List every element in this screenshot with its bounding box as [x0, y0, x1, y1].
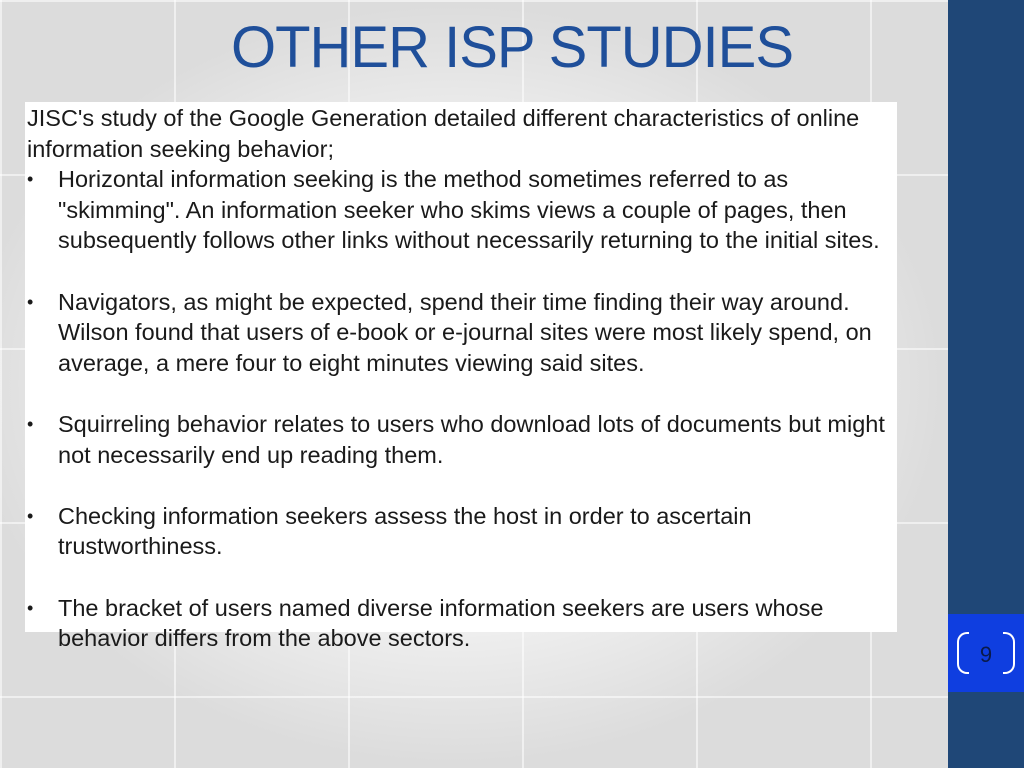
- bullet-icon: •: [27, 291, 34, 312]
- right-brace-icon: [1003, 632, 1015, 674]
- bullet-icon: •: [27, 597, 34, 618]
- page-number-box: [948, 614, 1024, 692]
- page-number: 9: [979, 642, 993, 667]
- bullet-item-squirreling: [27, 409, 897, 470]
- bullet-item-checking: [27, 501, 897, 562]
- bullet-text: Horizontal information seeking is the method sometimes referred to as "skimming". An information seeker who skims views a couple of pages, then subsequently follows other links without necessarily returning to the initial sites.: [58, 166, 880, 254]
- bullet-text: Navigators, as might be expected, spend their time finding their way around. Wilson found that users of e-book or e-journal sites were most likely spend, on average, a mere four to eight minutes viewing said sites.: [58, 288, 872, 376]
- bullet-item-diverse: [27, 593, 897, 654]
- slide-body: [27, 103, 897, 654]
- bullet-text: Checking information seekers assess the host in order to ascertain trustworthiness.: [58, 502, 752, 560]
- bullet-item-navigators: [27, 287, 897, 379]
- bullet-icon: •: [27, 413, 34, 434]
- bullet-item-horizontal: [27, 164, 897, 256]
- bullet-text: Squirreling behavior relates to users who download lots of documents but might not necessarily end up reading them.: [58, 410, 885, 468]
- slide-title: OTHER ISP STUDIES: [230, 15, 794, 80]
- bullet-list: [27, 164, 897, 654]
- bullet-icon: •: [27, 505, 34, 526]
- bullet-text: The bracket of users named diverse information seekers are users whose behavior differs from the above sectors.: [58, 594, 824, 652]
- bullet-icon: •: [27, 169, 34, 190]
- intro-text: JISC's study of the Google Generation detailed different characteristics of online information seeking behavior;: [27, 105, 860, 162]
